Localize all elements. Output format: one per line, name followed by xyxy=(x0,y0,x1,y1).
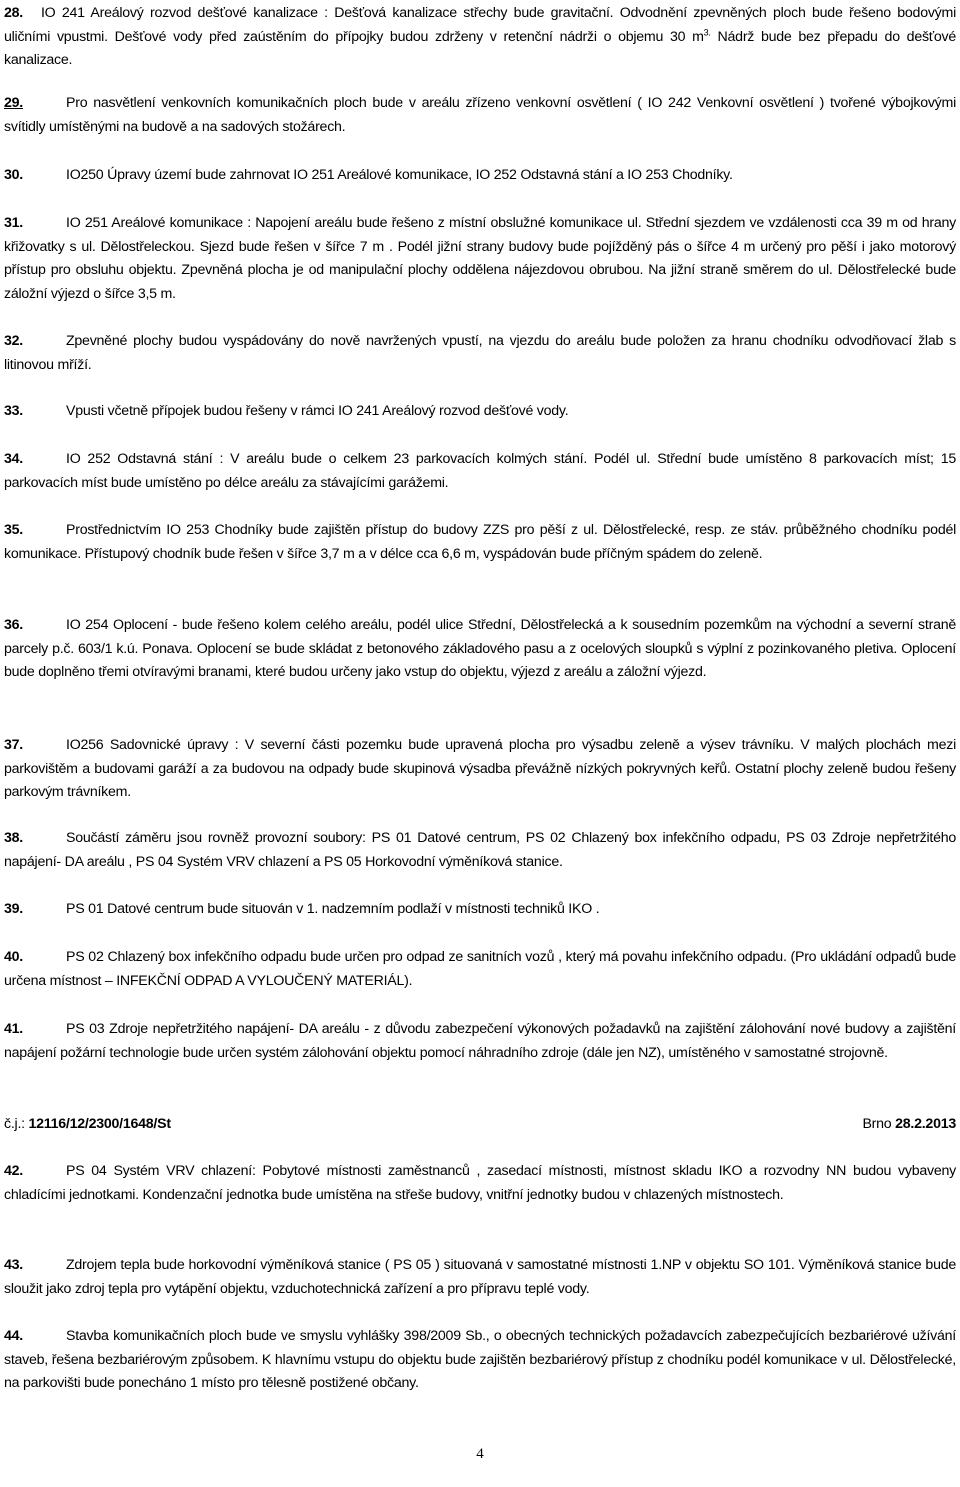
date: 28.2.2013 xyxy=(895,1116,956,1132)
paragraph-33 xyxy=(4,400,956,424)
paragraph-number: 32. xyxy=(4,333,23,349)
paragraph-39 xyxy=(4,898,956,922)
paragraph-superscript: 3. xyxy=(703,26,711,37)
paragraph-text-after: Nádrž bude bez přepadu do dešťové kanalizace. xyxy=(4,28,957,68)
paragraph-text: Stavba komunikačních ploch bude ve smyslu vyhlášky 398/2009 Sb., o obecných technických požadavcích zabezpečujících bezbariérové užívání staveb, řešena bezbariérovým způsobem. K hlavnímu vstupu do objektu bude zajištěn bezbariérový přístup z chodníku podél komunikace v ul. Dělostřelecké, na parkovišti bude ponecháno 1 místo pro tělesně postižené občany. xyxy=(4,1328,956,1391)
paragraph-43 xyxy=(4,1254,956,1301)
paragraph-number: 35. xyxy=(4,522,23,538)
paragraph-number: 28. xyxy=(4,5,23,21)
paragraph-31 xyxy=(4,212,956,306)
paragraph-text: IO250 Úpravy území bude zahrnovat IO 251 Areálové komunikace, IO 252 Odstavná stání a IO 253 Chodníky. xyxy=(66,167,733,183)
paragraph-number: 34. xyxy=(4,451,23,467)
paragraph-30 xyxy=(4,164,956,188)
paragraph-number: 33. xyxy=(4,403,23,419)
place-date xyxy=(862,1113,956,1137)
paragraph-29 xyxy=(4,92,956,139)
document-page xyxy=(4,0,956,1487)
paragraph-40 xyxy=(4,946,956,993)
paragraph-text: PS 03 Zdroje nepřetržitého napájení- DA areálu - z důvodu zabezpečení výkonových požadavků na zajištění zálohování nové budovy a zajištění napájení požární technologie bude určen systém zálohování objektu pomocí náhradního zdroje (dále jen NZ), umístěného v samostatné strojovně. xyxy=(4,1021,956,1061)
paragraph-text: PS 04 Systém VRV chlazení: Pobytové místnosti zaměstnanců , zasedací místnosti, místnost skladu IKO a rozvodny NN budou vybaveny chladícími jednotkami. Kondenzační jednotka bude umístěna na střeše budovy, vnitřní jednotky budou v chlazených místnostech. xyxy=(4,1163,956,1203)
paragraph-text: Zdrojem tepla bude horkovodní výměníková stanice ( PS 05 ) situovaná v samostatné místnosti 1.NP v objektu SO 101. Výměníková stanice bude sloužit jako zdroj tepla pro vytápění objektu, vzduchotechnická zařízení a pro přípravu teplé vody. xyxy=(4,1257,956,1297)
paragraph-number: 43. xyxy=(4,1257,23,1273)
page-number: 4 xyxy=(476,1446,484,1462)
paragraph-36 xyxy=(4,614,956,685)
paragraph-44 xyxy=(4,1325,956,1396)
paragraph-text: IO 254 Oplocení - bude řešeno kolem celého areálu, podél ulice Střední, Dělostřelecká a k sousedním pozemkům na východní a severní straně parcely p.č. 603/1 k.ú. Ponava. Oplocení se bude skládat z betonového základového pasu a z ocelových sloupků s výplní z pozinkovaného pletiva. Oplocení bude doplněno třemi otvíravými branami, které budou určeny jako vstup do objektu, výjezd z areálu a záložní výjezd. xyxy=(4,617,956,680)
place: Brno xyxy=(862,1116,896,1132)
paragraph-35 xyxy=(4,519,956,566)
paragraph-number: 31. xyxy=(4,215,23,231)
paragraph-number: 38. xyxy=(4,830,23,846)
paragraph-38 xyxy=(4,827,956,874)
paragraph-text: IO 251 Areálové komunikace : Napojení areálu bude řešeno z místní obslužné komunikace ul. Střední sjezdem ve vzdálenosti cca 39 m od hrany křižovatky s ul. Dělostřeleckou. Sjezd bude řešen v šířce 7 m . Podél jižní strany budovy bude pojížděný pás o šířce 4 m určený pro pěší i jako motorový přístup pro obsluhu objektu. Zpevněná plocha je od manipulační plochy oddělena nájezdovou obrubou. Na jižní straně směrem do ul. Dělostřelecké bude záložní výjezd o šířce 3,5 m. xyxy=(4,215,956,302)
paragraph-number: 37. xyxy=(4,737,23,753)
reference-label: č.j.: xyxy=(4,1116,29,1132)
paragraph-text: Součástí záměru jsou rovněž provozní soubory: PS 01 Datové centrum, PS 02 Chlazený box infekčního odpadu, PS 03 Zdroje nepřetržitého napájení- DA areálu , PS 04 Systém VRV chlazení a PS 05 Horkovodní výměníková stanice. xyxy=(4,830,956,870)
paragraph-number: 44. xyxy=(4,1328,23,1344)
paragraph-text: IO 252 Odstavná stání : V areálu bude o celkem 23 parkovacích kolmých stání. Podél ul. Střední bude umístěno 8 parkovacích míst; 15 parkovacích míst bude umístěno po délce areálu za stávajícími garážemi. xyxy=(4,451,956,491)
paragraph-34 xyxy=(4,448,956,495)
paragraph-number: 40. xyxy=(4,949,23,965)
paragraph-42 xyxy=(4,1160,956,1207)
paragraph-number: 30. xyxy=(4,167,23,183)
paragraph-32 xyxy=(4,330,956,377)
paragraph-41 xyxy=(4,1018,956,1065)
paragraph-number: 29. xyxy=(4,95,23,111)
paragraph-number: 42. xyxy=(4,1163,23,1179)
reference-number: 12116/12/2300/1648/St xyxy=(28,1116,171,1132)
paragraph-text: PS 02 Chlazený box infekčního odpadu bude určen pro odpad ze sanitních vozů , který má povahu infekčního odpadu. (Pro ukládání odpadů bude určena místnost – INFEKČNÍ ODPAD A VYLOUČENÝ MATERIÁL). xyxy=(4,949,956,989)
paragraph-text: Zpevněné plochy budou vyspádovány do nově navržených vpustí, na vjezdu do areálu bude položen za hranu chodníku odvodňovací žlab s litinovou mříží. xyxy=(4,333,956,373)
paragraph-text: Pro nasvětlení venkovních komunikačních ploch bude v areálu zřízeno venkovní osvětlení ( IO 242 Venkovní osvětlení ) tvořené výbojkovými svítidly umístěnými na budově a na sadových stožárech. xyxy=(4,95,956,135)
paragraph-28 xyxy=(4,2,956,73)
paragraph-text: Prostřednictvím IO 253 Chodníky bude zajištěn přístup do budovy ZZS pro pěší z ul. Dělostřelecké, resp. ze stáv. průběžného chodníku podél komunikace. Přístupový chodník bude řešen v šířce 3,7 m a v délce cca 6,6 m, vyspádován bude příčným spádem do zeleně. xyxy=(4,522,956,562)
paragraph-number: 41. xyxy=(4,1021,23,1037)
paragraph-37 xyxy=(4,734,956,805)
paragraph-number: 36. xyxy=(4,617,23,633)
paragraph-text: IO 241 Areálový rozvod dešťové kanalizace : Dešťová kanalizace střechy bude gravitační. Odvodnění zpevněných ploch bude řešeno bodovými uličními vpustmi. Dešťové vody před zaústěním do přípojky budou zdrženy v retenční nádrži o objemu 30 m xyxy=(4,5,956,45)
paragraph-number: 39. xyxy=(4,901,23,917)
paragraph-text: PS 01 Datové centrum bude situován v 1. nadzemním podlaží v místnosti techniků IKO . xyxy=(66,901,600,917)
paragraph-text: Vpusti včetně přípojek budou řešeny v rámci IO 241 Areálový rozvod dešťové vody. xyxy=(66,403,569,419)
document-reference xyxy=(4,1113,956,1137)
paragraph-text: IO256 Sadovnické úpravy : V severní části pozemku bude upravená plocha pro výsadbu zeleně a výsev trávníku. V malých plochách mezi parkovištěm a budovami garáží a za budovou na odpady bude skupinová výsadba převážně nízkých pokryvných keřů. Ostatní plochy zeleně budou řešeny parkovým trávníkem. xyxy=(4,737,956,800)
